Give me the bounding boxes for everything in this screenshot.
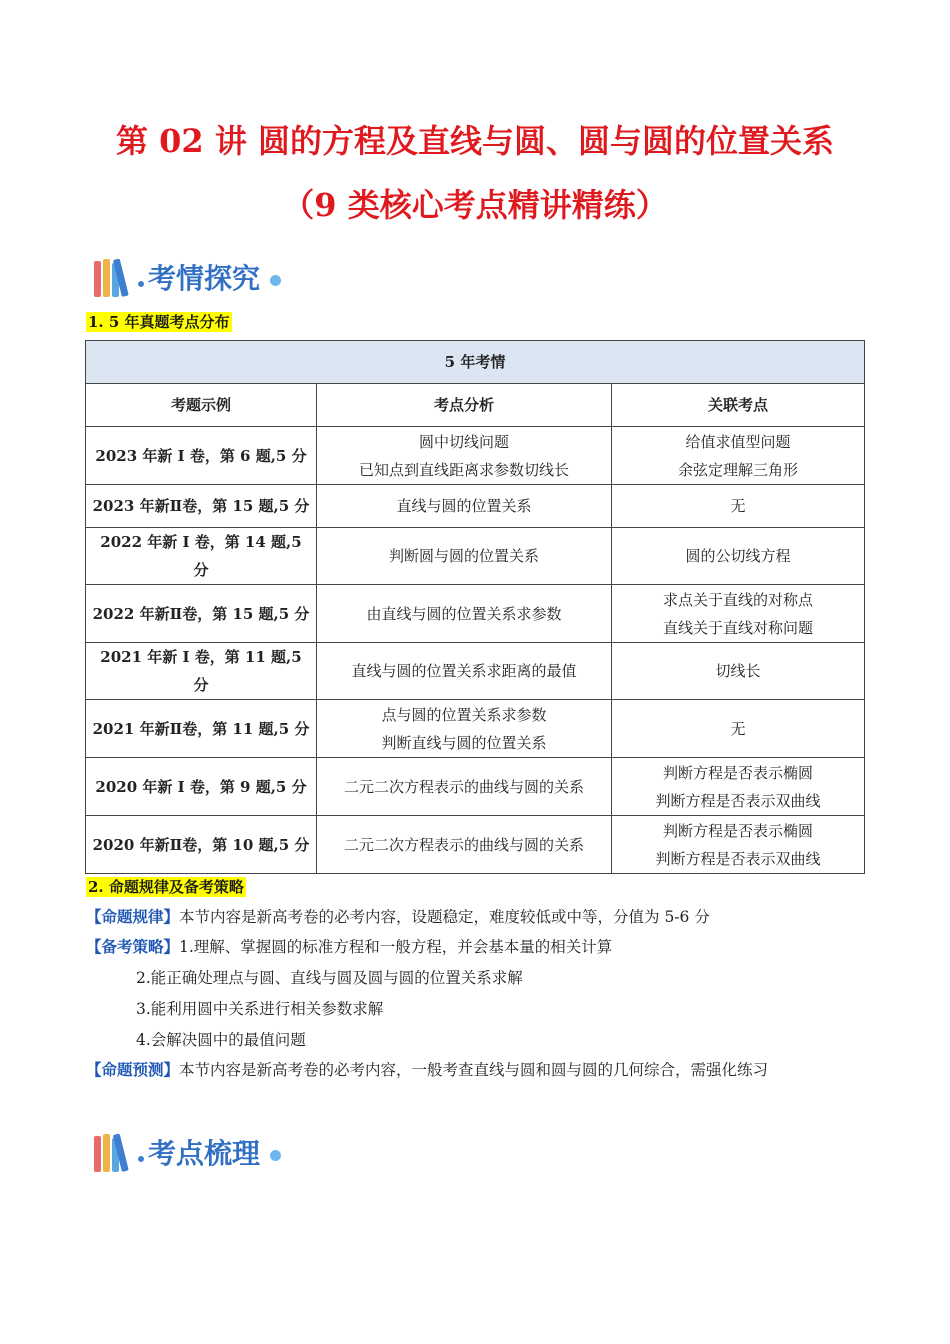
related-cell-line: 给值求值型问题 xyxy=(685,432,791,451)
table-row xyxy=(86,427,865,485)
page-subtitle: （9 类核心考点精讲精练） xyxy=(282,186,668,224)
page-title: 第 02 讲 圆的方程及直线与圆、圆与圆的位置关系 xyxy=(116,122,834,160)
table-row xyxy=(86,528,865,585)
related-cell-line: 无 xyxy=(730,497,746,515)
strategy-tag: 【备考策略】 xyxy=(86,937,180,956)
part1-heading: 1. 5 年真题考点分布 xyxy=(88,313,230,331)
forecast-text: 本节内容是新高考卷的必考内容，一般考查直线与圆和圆与圆的几何综合，需强化练习 xyxy=(179,1061,769,1079)
column-header: 关联考点 xyxy=(612,384,865,427)
analysis-cell-line: 判断直线与圆的位置关系 xyxy=(381,733,547,752)
dot-icon xyxy=(138,281,144,287)
analysis-cell-line: 二元二次方程表示的曲线与圆的关系 xyxy=(343,777,584,796)
analysis-cell-line: 二元二次方程表示的曲线与圆的关系 xyxy=(343,835,584,854)
exam-cell: 2022 年新Ⅱ卷，第 15 题,5 分 xyxy=(86,585,317,643)
analysis-cell xyxy=(317,700,612,758)
strategy-paragraph xyxy=(86,937,612,957)
column-header: 考点分析 xyxy=(317,384,612,427)
circle-icon xyxy=(270,1150,281,1161)
section-title: 考情探究 xyxy=(148,262,261,295)
forecast-tag: 【命题预测】 xyxy=(86,1060,180,1079)
related-cell-line: 求点关于直线的对称点 xyxy=(662,590,813,609)
table-row xyxy=(86,816,865,874)
rule-text: 本节内容是新高考卷的必考内容，设题稳定，难度较低或中等，分值为 5-6 分 xyxy=(179,908,710,926)
circle-icon xyxy=(270,275,281,286)
related-cell-line: 余弦定理解三角形 xyxy=(677,460,798,479)
related-cell xyxy=(612,816,865,874)
analysis-cell xyxy=(317,485,612,528)
analysis-cell-line: 已知点到直线距离求参数切线长 xyxy=(358,460,569,479)
related-cell-line: 直线关于直线对称问题 xyxy=(662,618,813,637)
section-title: 考点梳理 xyxy=(148,1137,261,1170)
column-header: 考题示例 xyxy=(86,384,317,427)
dot-icon xyxy=(138,1156,144,1162)
rule-tag: 【命题规律】 xyxy=(86,907,180,926)
table-row xyxy=(86,643,865,700)
analysis-cell xyxy=(317,758,612,816)
part2-heading: 2. 命题规律及备考策略 xyxy=(88,878,244,896)
table-caption: 5 年考情 xyxy=(86,341,865,384)
strategy-item: 3.能利用圆中关系进行相关参数求解 xyxy=(136,1000,384,1018)
analysis-cell-line: 直线与圆的位置关系求距离的最值 xyxy=(351,662,577,680)
related-cell-line: 切线长 xyxy=(715,662,761,680)
strategy-item: 2.能正确处理点与圆、直线与圆及圆与圆的位置关系求解 xyxy=(136,969,523,987)
related-cell xyxy=(612,585,865,643)
table-row xyxy=(86,485,865,528)
books-icon xyxy=(92,1130,138,1172)
exam-cell: 2021 年新 I 卷，第 11 题,5 分 xyxy=(86,643,317,700)
exam-cell: 2022 年新 I 卷，第 14 题,5 分 xyxy=(86,528,317,585)
related-cell-line: 判断方程是否表示双曲线 xyxy=(655,849,821,868)
exam-cell: 2020 年新 I 卷，第 9 题,5 分 xyxy=(86,758,317,816)
exam-cell: 2020 年新Ⅱ卷，第 10 题,5 分 xyxy=(86,816,317,874)
exam-cell: 2023 年新Ⅱ卷，第 15 题,5 分 xyxy=(86,485,317,528)
exam-cell: 2023 年新 I 卷，第 6 题,5 分 xyxy=(86,427,317,485)
analysis-cell xyxy=(317,528,612,585)
analysis-cell xyxy=(317,643,612,700)
related-cell xyxy=(612,758,865,816)
exam-table xyxy=(85,340,865,874)
table-row xyxy=(86,700,865,758)
strategy-item: 1.理解、掌握圆的标准方程和一般方程，并会基本量的相关计算 xyxy=(179,938,613,956)
table-row xyxy=(86,585,865,643)
related-cell-line: 判断方程是否表示椭圆 xyxy=(662,763,813,782)
forecast-paragraph xyxy=(86,1060,768,1080)
analysis-cell-line: 由直线与圆的位置关系求参数 xyxy=(366,604,562,623)
books-icon xyxy=(92,255,138,297)
related-cell xyxy=(612,427,865,485)
analysis-cell-line: 点与圆的位置关系求参数 xyxy=(381,705,547,724)
analysis-cell-line: 判断圆与圆的位置关系 xyxy=(388,547,539,565)
exam-cell: 2021 年新Ⅱ卷，第 11 题,5 分 xyxy=(86,700,317,758)
related-cell xyxy=(612,700,865,758)
analysis-cell-line: 直线与圆的位置关系 xyxy=(396,497,532,515)
related-cell-line: 判断方程是否表示双曲线 xyxy=(655,791,821,810)
related-cell xyxy=(612,485,865,528)
analysis-cell xyxy=(317,585,612,643)
related-cell xyxy=(612,528,865,585)
related-cell-line: 判断方程是否表示椭圆 xyxy=(662,821,813,840)
rule-paragraph xyxy=(86,907,710,927)
related-cell-line: 无 xyxy=(730,719,746,738)
related-cell xyxy=(612,643,865,700)
analysis-cell xyxy=(317,816,612,874)
strategy-item: 4.会解决圆中的最值问题 xyxy=(136,1031,306,1049)
table-row xyxy=(86,758,865,816)
related-cell-line: 圆的公切线方程 xyxy=(685,547,791,565)
analysis-cell xyxy=(317,427,612,485)
analysis-cell-line: 圆中切线问题 xyxy=(418,432,509,451)
